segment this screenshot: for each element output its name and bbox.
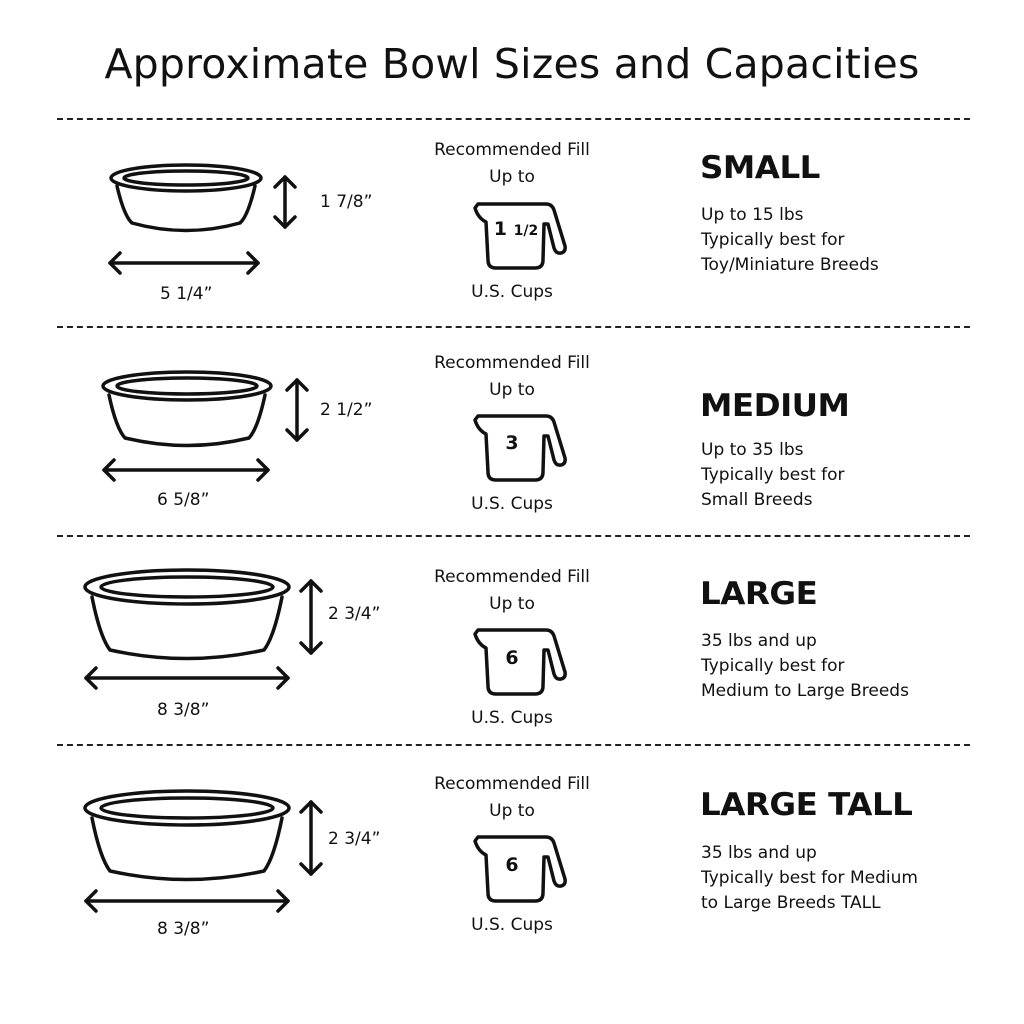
recommended-fill-label: Recommended Fill Up to [434, 353, 590, 400]
size-name: LARGE TALL [700, 787, 913, 823]
section-divider [57, 118, 970, 120]
bowl-height-label: 2 3/4” [328, 829, 381, 849]
size-description: 35 lbs and up Typically best for Medium to Large Breeds [701, 631, 909, 701]
cup-capacity: 6 [505, 647, 519, 669]
size-description: 35 lbs and up Typically best for Medium to Large Breeds TALL [701, 843, 918, 913]
page-title: Approximate Bowl Sizes and Capacities [104, 40, 920, 88]
width-arrow-icon [76, 547, 316, 697]
cup-capacity: 1 1/2 [493, 218, 539, 240]
recommended-fill-label: Recommended Fill Up to [434, 140, 590, 187]
bowl-width-label: 6 5/8” [157, 490, 210, 510]
recommended-fill-label: Recommended Fill Up to [434, 774, 590, 821]
size-name: MEDIUM [700, 388, 850, 424]
size-name: SMALL [700, 150, 820, 186]
size-description: Up to 35 lbs Typically best for Small Breeds [701, 440, 845, 510]
bowl-height-label: 1 7/8” [320, 192, 373, 212]
cup-capacity: 6 [505, 854, 519, 876]
size-name: LARGE [700, 576, 818, 612]
recommended-fill-label: Recommended Fill Up to [434, 567, 590, 614]
bowl-width-label: 5 1/4” [160, 284, 213, 304]
cups-unit-label: U.S. Cups [471, 915, 553, 935]
bowl-height-label: 2 3/4” [328, 604, 381, 624]
width-arrow-icon [92, 338, 332, 488]
bowl-width-label: 8 3/8” [157, 919, 210, 939]
size-description: Up to 15 lbs Typically best for Toy/Miniature Breeds [701, 205, 879, 275]
width-arrow-icon [100, 130, 320, 280]
cup-capacity: 3 [505, 432, 519, 454]
size-row-small [0, 130, 1024, 330]
bowl-height-label: 2 1/2” [320, 400, 373, 420]
width-arrow-icon [76, 756, 316, 906]
cups-unit-label: U.S. Cups [471, 282, 553, 302]
bowl-width-label: 8 3/8” [157, 700, 210, 720]
cups-unit-label: U.S. Cups [471, 494, 553, 514]
size-row-large [0, 547, 1024, 747]
size-row-large-tall [0, 756, 1024, 956]
size-row-medium [0, 338, 1024, 538]
cups-unit-label: U.S. Cups [471, 708, 553, 728]
